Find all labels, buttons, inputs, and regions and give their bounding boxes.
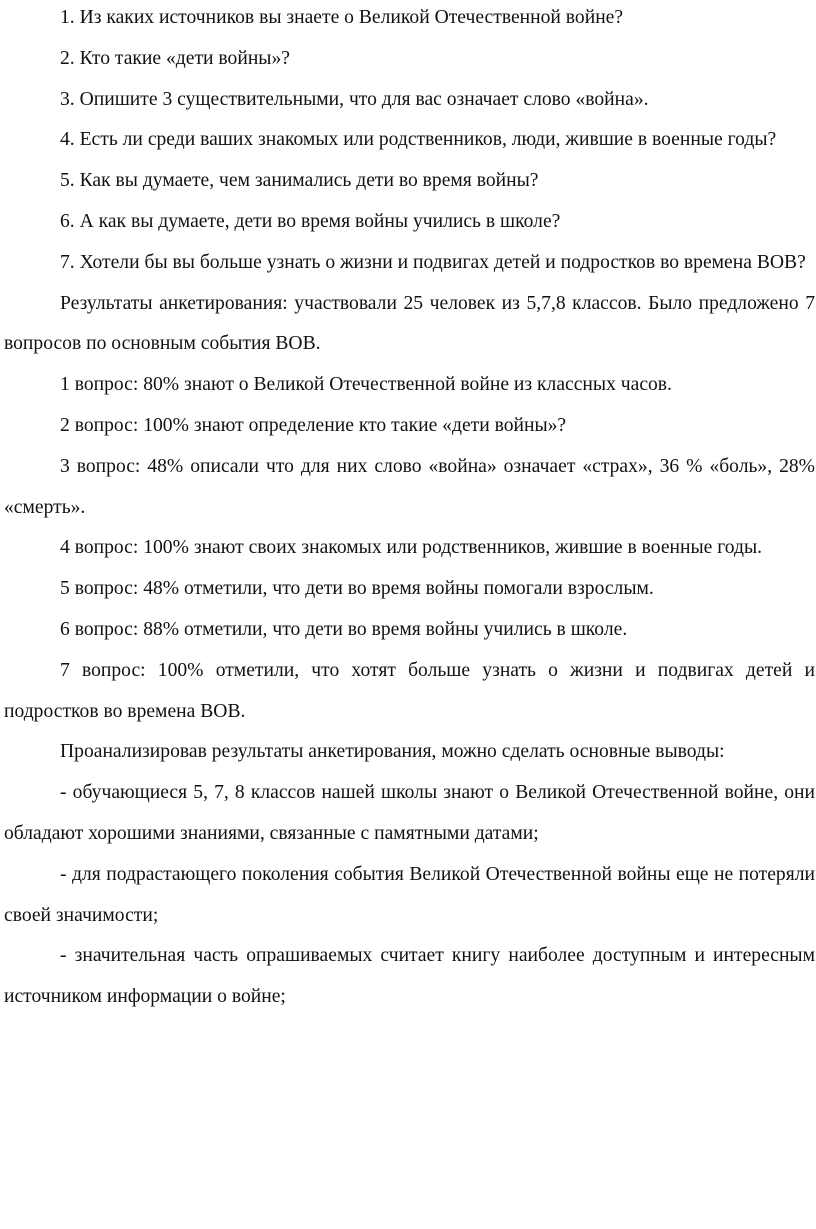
conclusion-1: - обучающиеся 5, 7, 8 классов нашей школы знают о Великой Отечественной войне, они обладают хорошими знаниями, связанные с памятными датами;	[4, 782, 815, 844]
results-intro: Результаты анкетирования: участвовали 25 человек из 5,7,8 классов. Было предложено 7 вопросов по основным события ВОВ.	[4, 292, 815, 355]
answer-5: 5 вопрос: 48% отметили, что дети во время войны помогали взрослым.	[60, 578, 654, 600]
question-5: 5. Как вы думаете, чем занимались дети во время войны?	[60, 170, 539, 192]
question-6: 6. А как вы думаете, дети во время войны учились в школе?	[60, 210, 561, 232]
answer-3: 3 вопрос: 48% описали что для них слово «война» означает «страх», 36 % «боль», 28% «смерть».	[4, 455, 815, 518]
answer-4: 4 вопрос: 100% знают своих знакомых или родственников, жившие в военные годы.	[60, 537, 763, 559]
answer-6: 6 вопрос: 88% отметили, что дети во время войны учились в школе.	[60, 618, 628, 640]
answer-2: 2 вопрос: 100% знают определение кто такие «дети войны»?	[60, 414, 567, 436]
answer-1: 1 вопрос: 80% знают о Великой Отечественной войне из классных часов.	[60, 374, 672, 396]
question-1: 1. Из каких источников вы знаете о Великой Отечественной войне?	[60, 7, 624, 28]
question-2: 2. Кто такие «дети войны»?	[60, 47, 290, 69]
question-4: 4. Есть ли среди ваших знакомых или родственников, люди, жившие в военные годы?	[60, 129, 777, 151]
conclusion-2: - для подрастающего поколения события Великой Отечественной войны еще не потеряли своей значимости;	[4, 863, 815, 926]
conclusion-3: - значительная часть опрашиваемых считает книгу наиболее доступным и интересным источником информации о войне;	[4, 945, 815, 1008]
document-page	[4, 0, 815, 1018]
conclusion-intro: Проанализировав результаты анкетирования, можно сделать основные выводы:	[60, 741, 725, 763]
answer-7: 7 вопрос: 100% отметили, что хотят больше узнать о жизни и подвигах детей и подростков во времена ВОВ.	[4, 659, 815, 722]
question-3: 3. Опишите 3 существительными, что для вас означает слово «война».	[60, 88, 649, 110]
question-7: 7. Хотели бы вы больше узнать о жизни и подвигах детей и подростков во времена ВОВ?	[60, 251, 806, 273]
